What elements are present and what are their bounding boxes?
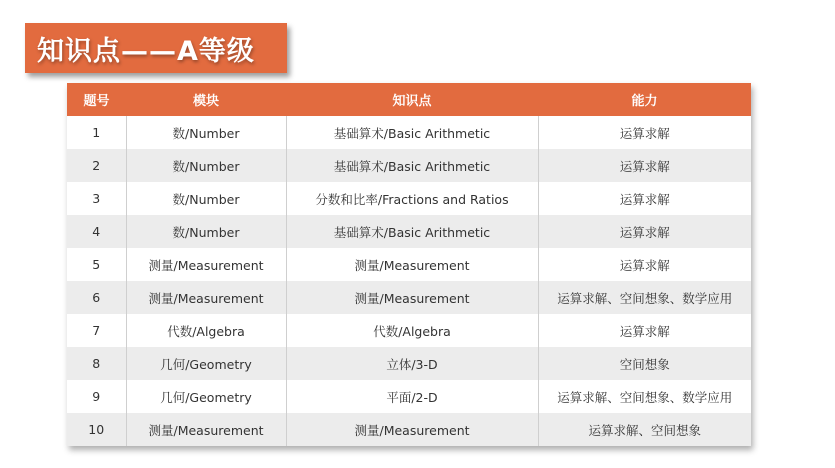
cell-module: 几何/Geometry <box>126 347 286 380</box>
cell-question-number: 2 <box>67 149 126 182</box>
table-header <box>67 83 751 116</box>
cell-ability: 运算求解、空间想象、数学应用 <box>557 389 733 405</box>
table-row <box>67 182 751 215</box>
cell-question-number: 10 <box>67 413 126 446</box>
cell-ability: 运算求解 <box>619 257 670 273</box>
cell-knowledge-point: 测量/Measurement <box>286 281 538 314</box>
cell-module: 数/Number <box>126 215 286 248</box>
cell-question-number: 9 <box>67 380 126 413</box>
page-title: 知识点——A等级 <box>37 35 255 67</box>
cell-module: 测量/Measurement <box>126 281 286 314</box>
cell-question-number: 6 <box>67 281 126 314</box>
cell-ability: 运算求解 <box>619 158 670 174</box>
header-module: 模块 <box>192 94 219 109</box>
cell-module: 几何/Geometry <box>126 380 286 413</box>
header-question-number: 题号 <box>83 94 110 109</box>
cell-knowledge-point: 测量/Measurement <box>286 413 538 446</box>
cell-ability: 运算求解 <box>619 224 670 240</box>
cell-knowledge-point: 代数/Algebra <box>286 314 538 347</box>
cell-knowledge-point: 平面/2-D <box>286 380 538 413</box>
cell-ability: 运算求解 <box>619 323 670 339</box>
cell-ability: 运算求解、空间想象、数学应用 <box>557 290 733 306</box>
cell-knowledge-point: 基础算术/Basic Arithmetic <box>286 116 538 149</box>
cell-question-number: 8 <box>67 347 126 380</box>
cell-module: 测量/Measurement <box>126 248 286 281</box>
cell-knowledge-point: 测量/Measurement <box>286 248 538 281</box>
table-row <box>67 413 751 446</box>
header-knowledge-point: 知识点 <box>392 94 432 109</box>
table-row <box>67 380 751 413</box>
table-row <box>67 281 751 314</box>
cell-ability: 运算求解、空间想象 <box>588 422 701 438</box>
cell-knowledge-point: 分数和比率/Fractions and Ratios <box>286 182 538 215</box>
cell-ability: 空间想象 <box>619 356 670 372</box>
table-body <box>67 116 751 446</box>
cell-module: 数/Number <box>126 116 286 149</box>
knowledge-table-container <box>67 83 751 446</box>
header-row <box>67 83 751 116</box>
table-row <box>67 314 751 347</box>
cell-question-number: 7 <box>67 314 126 347</box>
cell-question-number: 5 <box>67 248 126 281</box>
table-row <box>67 248 751 281</box>
cell-ability: 运算求解 <box>619 191 670 207</box>
cell-module: 测量/Measurement <box>126 413 286 446</box>
table-row <box>67 149 751 182</box>
cell-module: 数/Number <box>126 182 286 215</box>
knowledge-table <box>67 83 751 446</box>
cell-knowledge-point: 基础算术/Basic Arithmetic <box>286 215 538 248</box>
cell-ability: 运算求解 <box>619 125 670 141</box>
title-banner <box>25 23 287 73</box>
cell-question-number: 4 <box>67 215 126 248</box>
cell-question-number: 1 <box>67 116 126 149</box>
cell-question-number: 3 <box>67 182 126 215</box>
cell-knowledge-point: 基础算术/Basic Arithmetic <box>286 149 538 182</box>
cell-module: 代数/Algebra <box>126 314 286 347</box>
header-ability: 能力 <box>631 94 658 109</box>
table-row <box>67 215 751 248</box>
cell-knowledge-point: 立体/3-D <box>286 347 538 380</box>
cell-module: 数/Number <box>126 149 286 182</box>
table-row <box>67 347 751 380</box>
table-row <box>67 116 751 149</box>
